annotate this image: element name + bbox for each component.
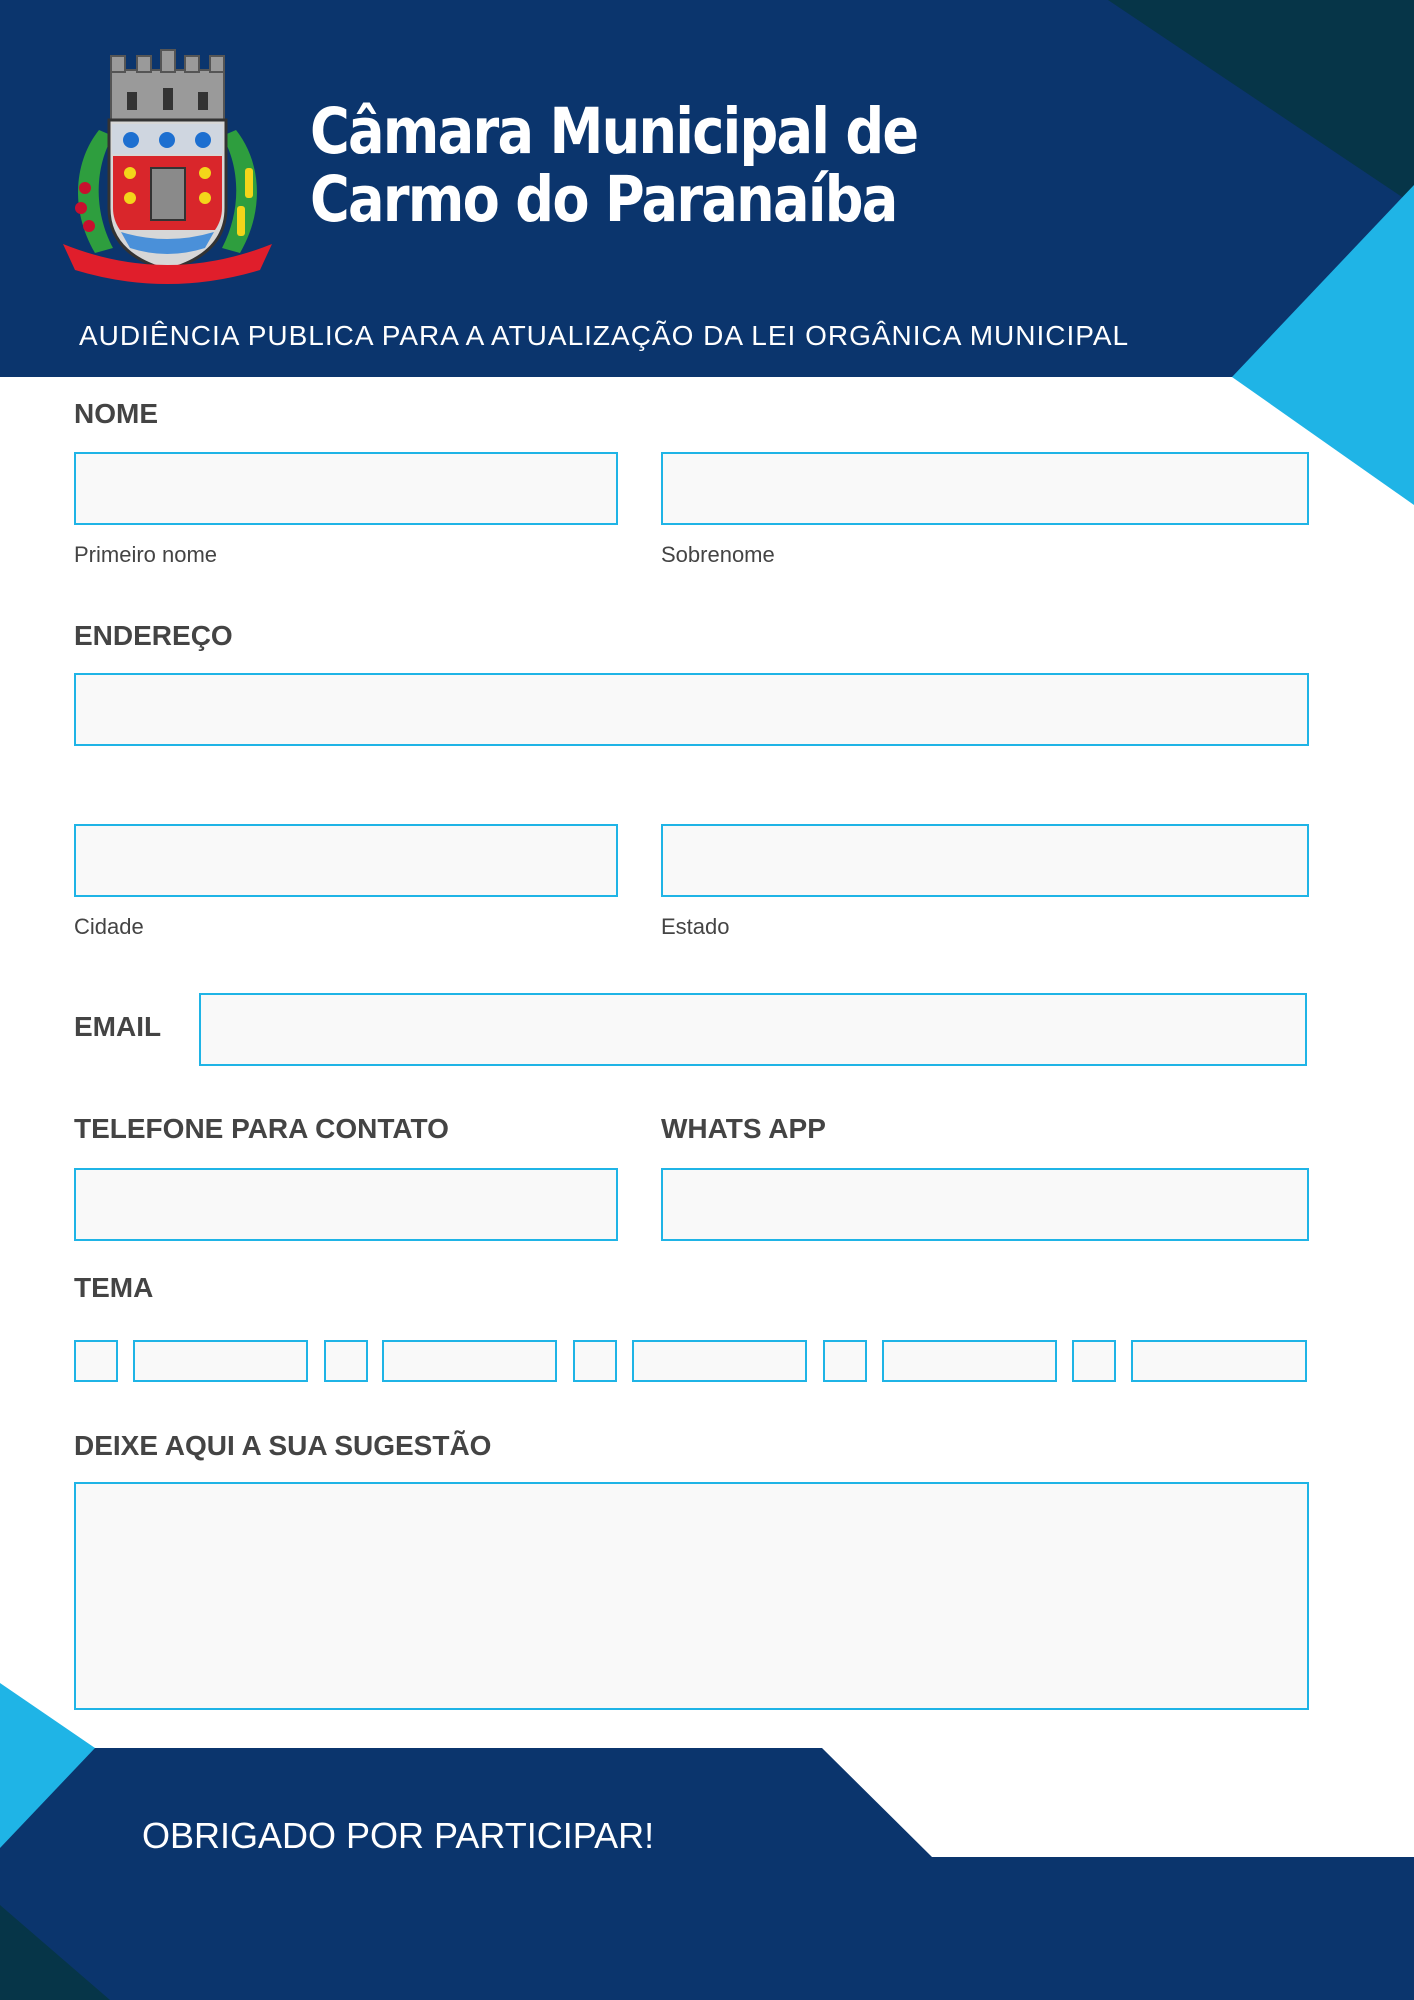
- tema-checkbox-4[interactable]: [823, 1340, 867, 1382]
- state-hint: Estado: [661, 914, 730, 939]
- city-hint: Cidade: [74, 914, 144, 939]
- state-input[interactable]: [661, 824, 1309, 897]
- email-label: EMAIL: [74, 1011, 162, 1042]
- tema-option-field-4[interactable]: [882, 1340, 1057, 1382]
- tema-checkbox-1[interactable]: [74, 1340, 118, 1382]
- last-name-input[interactable]: [661, 452, 1309, 525]
- tema-label: TEMA: [74, 1272, 154, 1303]
- telefone-label: TELEFONE PARA CONTATO: [74, 1113, 449, 1144]
- endereco-label: ENDEREÇO: [74, 620, 233, 651]
- first-name-input[interactable]: [74, 452, 618, 525]
- first-name-hint: Primeiro nome: [74, 542, 218, 567]
- suggestion-textarea[interactable]: [74, 1482, 1309, 1710]
- tema-option-field-5[interactable]: [1131, 1340, 1307, 1382]
- phone-input[interactable]: [74, 1168, 618, 1241]
- email-input[interactable]: [199, 993, 1307, 1066]
- whatsapp-input[interactable]: [661, 1168, 1309, 1241]
- title-line-1: Câmara Municipal de: [310, 95, 918, 168]
- footer-band: [0, 1748, 1414, 2000]
- tema-option-field-3[interactable]: [632, 1340, 807, 1382]
- title-line-2: Carmo do Paranaíba: [310, 163, 897, 236]
- city-input[interactable]: [74, 824, 618, 897]
- tema-option-field-2[interactable]: [382, 1340, 557, 1382]
- address-input[interactable]: [74, 673, 1309, 746]
- municipal-crest-logo: [55, 48, 280, 288]
- tema-checkbox-2[interactable]: [324, 1340, 368, 1382]
- institution-title: [310, 95, 918, 236]
- page-subtitle: AUDIÊNCIA PUBLICA PARA A ATUALIZAÇÃO DA LEI ORGÂNICA MUNICIPAL: [79, 320, 1130, 351]
- tema-checkbox-5[interactable]: [1072, 1340, 1116, 1382]
- nome-label: NOME: [74, 398, 158, 429]
- whatsapp-label: WHATS APP: [661, 1113, 826, 1144]
- tema-checkbox-3[interactable]: [573, 1340, 617, 1382]
- tema-option-field-1[interactable]: [133, 1340, 308, 1382]
- thanks-message: OBRIGADO POR PARTICIPAR!: [142, 1815, 655, 1856]
- last-name-hint: Sobrenome: [661, 542, 775, 567]
- sugestao-label: DEIXE AQUI A SUA SUGESTÃO: [74, 1430, 492, 1461]
